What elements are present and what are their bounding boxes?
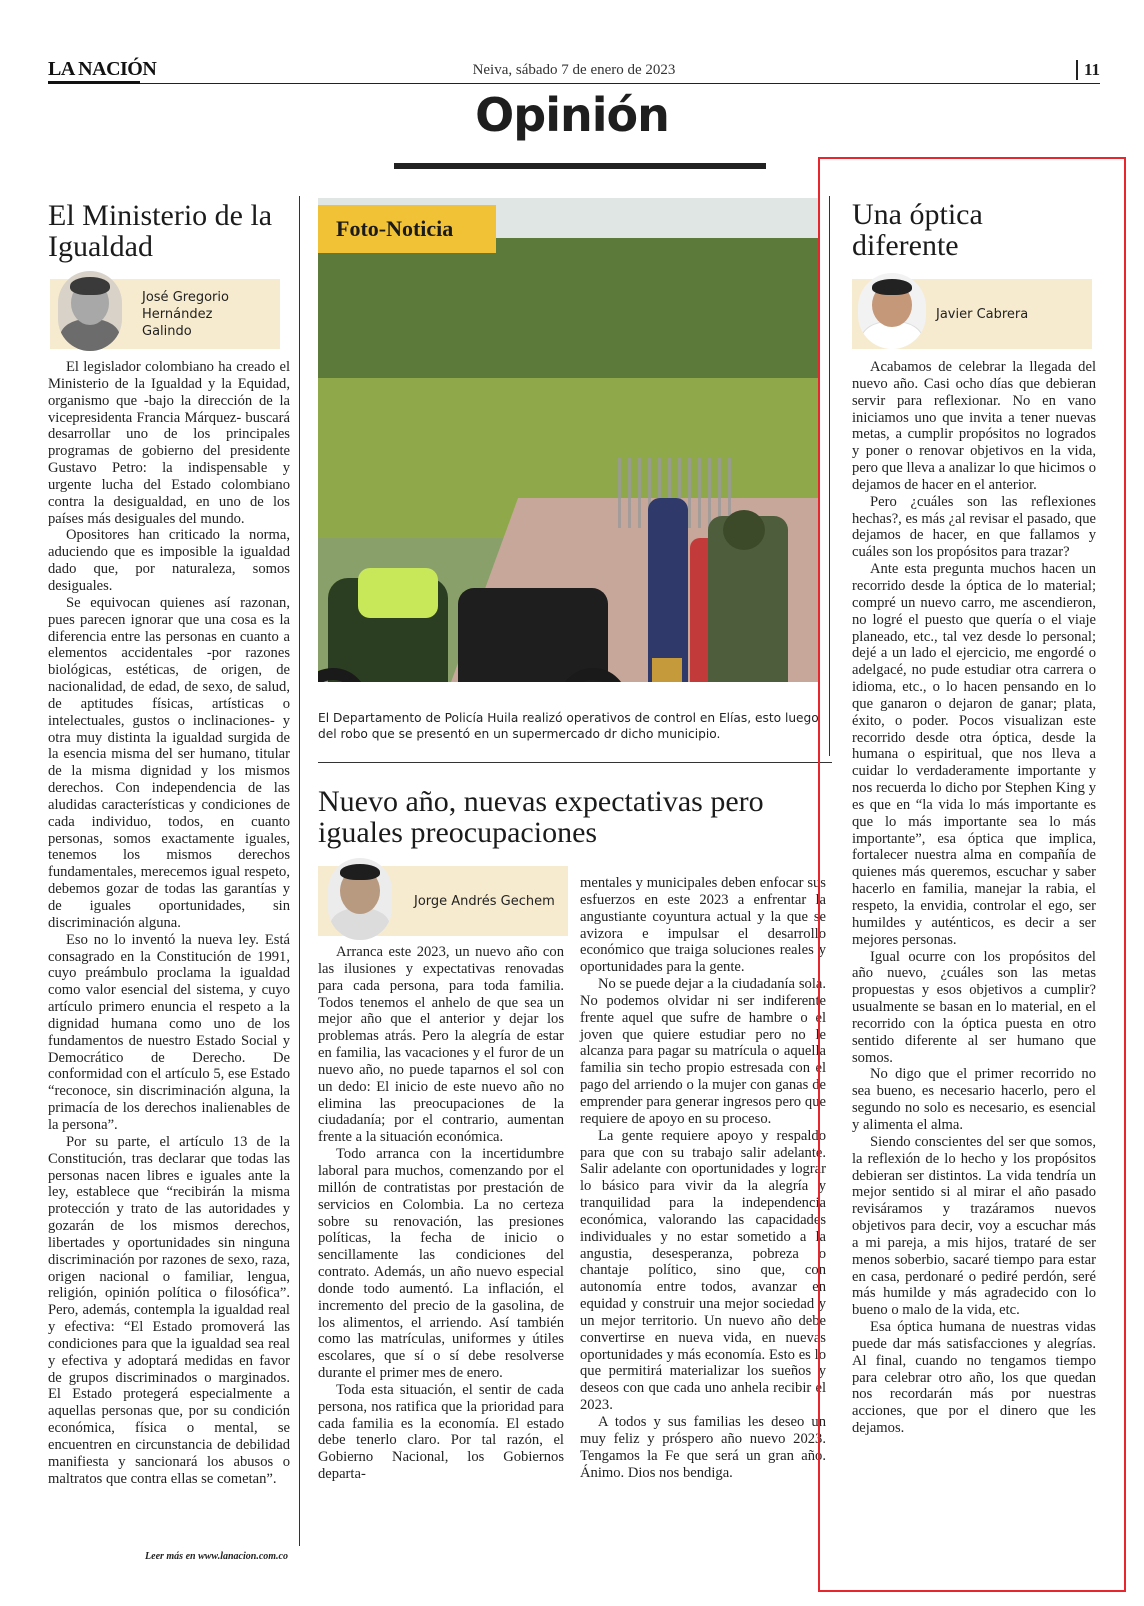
paragraph: La gente requiere apoyo y respaldo para que con su trabajo salir adelante. Salir adelante con oportunidades y lograr lo básico para vivir da la alegría y tranquilidad para la independencia económica, valorando las capacidades individuales y no estar sometido a la angustia, desesperanza, pobreza o chantaje político, sino que, con autonomía entre todos, avanzar en equidad y construir una mejor sociedad y un mejor territorio. Un nuevo año debe convertirse en nueva vida, en nuevas oportunidades y más economía. Esto es lo que permitirá materializar los sueños y deseos con que cada uno anhela recibir el 2023.: [580, 1127, 826, 1414]
right-article-headline: Una óptica diferente: [852, 198, 983, 262]
paragraph: Pero ¿cuáles son las reflexiones hechas?, es más ¿al revisar el pasado, que dejamos de hacer, en que fallamos y cuáles son los propósitos para trazar?: [852, 493, 1096, 561]
highlight-frame: [818, 157, 1126, 1592]
read-more-link[interactable]: Leer más en www.lanacion.com.co: [145, 1551, 288, 1562]
paragraph: A todos y sus familias les deseo un muy feliz y próspero año nuevo 2023. Tengamos la Fe que será un gran año. Ánimo. Dios nos bendiga.: [580, 1414, 826, 1481]
center-article-headline: Nuevo año, nuevas expectativas pero iguales preocupaciones: [318, 785, 764, 849]
center-author-name: Jorge Andrés Gechem: [414, 894, 555, 909]
left-article-body: [48, 359, 290, 1488]
paragraph: Igual ocurre con los propósitos del año nuevo, ¿cuáles son las metas propuestas y esos objetivos a cumplir? usualmente se basan en lo material, en el recorrido con la óptica puesta en otro sentido diferente al ser humano que somos.: [852, 948, 1096, 1066]
right-author-name: Javier Cabrera: [936, 307, 1029, 322]
paragraph: No digo que el primer recorrido no sea bueno, es necesario hacerlo, pero el segundo no solo es necesario, es esencial y alimenta el alma.: [852, 1066, 1096, 1133]
paragraph: Toda esta situación, el sentir de cada persona, nos ratifica que la prioridad para cada familia es la economía. El estado debe tenerlo claro. Por tal razón, el Gobierno Nacional, los Gobiernos departa-: [318, 1381, 564, 1483]
paragraph: Todo arranca con la incertidumbre laboral para muchos, comenzando por el millón de contratistas por prestación de servicios en Colombia. La no certeza sobre su renovación, las presiones políticas, la fecha de inicio o sencillamente las condiciones del contrato. Además, un año nuevo especial donde todo aumentó. La inflación, el incremento del precio de la gasolina, de los alimentos, el arriendo. Así también como las matrículas, uniformes y útiles escolares, que sí o sí debe resolverse durante el primer mes de enero.: [318, 1146, 564, 1382]
author-avatar: [328, 858, 392, 940]
author-avatar: [58, 271, 122, 351]
dateline: Neiva, sábado 7 de enero de 2023: [472, 62, 676, 78]
paragraph: Acabamos de celebrar la llegada del nuevo año. Casi ocho días que debieran servir para reflexionar. No en vano iniciamos uno que invita a tener nuevas metas, a cumplir propósitos no logrados y poner o renovar objetivos en la vida, pero que lleva a analizar lo que hicimos o dejamos de hacer en el anterior.: [852, 359, 1096, 493]
paragraph: Se equivocan quienes así razonan, pues parecen ignorar que una cosa es la diferencia entre las personas en cuanto a elementos accidentales -por razones biológicas, estéticas, de origen, de nacionalidad, de edad, de sexo, de salud, de aptitudes físicas, artísticas o intelectuales, gustos o inclinaciones- y otra muy distinta la igualdad surgida de la esencia misma del ser humano, titular de la misma dignidad y los mismos derechos. Con independencia de las aludidas características y condiciones de cada individuo, todos, en cuanto personas, somos exactamente iguales, tenemos los mismos derechos fundamentales, merecemos igual respeto, debemos gozar de todas las garantías y de iguales oportunidades, sin discriminación alguna.: [48, 594, 290, 931]
paragraph: No se puede dejar a la ciudadanía sola. No podemos olvidar ni ser indiferente frente aquel que sufre de hambre o el joven que quiere estudiar pero no le alcanza para pagar su matrícula o aquella familia sin techo propio estresada con el pago del arriendo o la mujer con ganas de emprender para generar ingresos pero que requiere de apoyo en su proceso.: [580, 976, 826, 1127]
left-author-box: [50, 279, 280, 349]
paragraph: Ante esta pregunta muchos hacen un recorrido desde la óptica de lo material; compré un nuevo carro, me ascendieron, no logré el puesto que quería o el viaje planeado, etc., tal vez desde lo personal; dejé a un lado el ejercicio, me engordé o adelgacé, no pude estudiar otra carrera o idioma, etc., o lo hacen pensando en lo que ganaron o dejaron de ganar; plata, éxito, o poder. Pocos visualizan este recorrido desde otra óptica, desde la humana o espiritual, que nos lleva a cuidar lo verdaderamente importante y nos recuerda lo dicho por Stephen King y es que en “la vida lo más importante es que lo más importante sea lo más importante”, esa óptica que implica, fortalecer nuestra alma en compañía de quienes más queremos, escuchar y saber hacerlo en familia, manejar la rabia, el respeto, la envidia, controlar el ego, ser humildes y auténticos, es decir a ser mejores personas.: [852, 561, 1096, 948]
paragraph: Opositores han criticado la norma, aduciendo que es imposible la igualdad dado que, por naturaleza, somos desiguales.: [48, 527, 290, 594]
masthead: [48, 58, 1100, 84]
paragraph: Siendo conscientes del ser que somos, la reflexión de lo hecho y los propósitos debieran ser distintos. La vida tendría un mejor sentido si al mirar el año pasado revisáramos y trazáramos nuevos objetivos para decir, voy a escuchar más a mi pareja, a mis hijos, trataré de ser menos soberbio, sacaré tiempo para estar en casa, perdonaré o pediré perdón, seré más humilde y más agradecido con lo bueno o malo de la vida, etc.: [852, 1133, 1096, 1319]
photo-caption: El Departamento de Policía Huila realizó operativos de control en Elías, esto luego del robo que se presentó en un supermercado dr dicho municipio.: [318, 711, 819, 741]
paragraph: Por su parte, el artículo 13 de la Constitución, tras declarar que todas las personas nacen libres e iguales ante la ley, establece que “recibirán la misma protección y trato de las autoridades y gozarán de los mismos derechos, libertades y oportunidades sin ninguna discriminación por razones de sexo, raza, origen nacional o familiar, lengua, religión, opinión política o filosófica”. Pero, además, contempla la igualdad real y efectiva: “El Estado promoverá las condiciones para que la igualdad sea real y efectiva y adoptará medidas en favor de grupos discriminados o marginados. El Estado protegerá especialmente a aquellas personas que, por su condición económica, física o mental, se encuentren en circunstancia de debilidad manifiesta y sancionará los abusos o maltratos que contra ellas se cometan”.: [48, 1133, 290, 1487]
photo-news-tag: Foto-Noticia: [318, 205, 496, 253]
newspaper-logo: LA NACIÓN: [48, 58, 157, 80]
paragraph: Esa óptica humana de nuestras vidas puede dar más satisfacciones y alegrías. Al final, cuando no tengamos tiempo para celebrar otro año, los que quedan nos recordarán más por nuestras acciones, que por el dinero que les dejamos.: [852, 1319, 1096, 1437]
paragraph: El legislador colombiano ha creado el Ministerio de la Igualdad y la Equidad, organismo que -bajo la dirección de la vicepresidenta Francia Márquez- buscará desarrollar uno de los principales programas de gobierno del presidente Gustavo Petro: la indispensable y urgente lucha del Estado colombiano contra la desigualdad, en uno de los países más desiguales del mundo.: [48, 359, 290, 527]
section-title: Opinión: [475, 88, 669, 142]
news-photo: [318, 198, 820, 682]
page-number: 11: [1076, 60, 1100, 80]
paragraph: mentales y municipales deben enfocar sus esfuerzos en este 2023 a enfrentar la angustiante coyuntura actual y la que se avizora e impulsar el desarrollo económico que traiga soluciones reales y oportunidades para la gente.: [580, 875, 826, 976]
section-title-rule: [394, 163, 766, 169]
photo-caption-rule: [318, 762, 832, 763]
column-divider-left: [299, 196, 300, 1546]
left-author-name: José Gregorio Hernández Galindo: [142, 290, 229, 339]
center-author-box: [318, 866, 568, 936]
logo-underline: [48, 81, 140, 84]
left-article-headline: El Ministerio de la Igualdad: [48, 199, 273, 263]
paragraph: Arranca este 2023, un nuevo año con las ilusiones y expectativas renovadas para cada persona, para toda familia. Todos tenemos el anhelo de que sea un mejor año que el anterior y dejar los problemas atrás. Pero la alegría de estar en familia, las vacaciones y el furor de un nuevo año, no puede taparnos el sol con un dedo: El inicio de este nuevo año no elimina las preocupaciones de la ciudadanía; por el contrario, aumentan frente a la situación económica.: [318, 944, 564, 1146]
paragraph: Eso no lo inventó la nueva ley. Está consagrado en la Constitución de 1991, cuyo preámbulo proclama la igualdad como valor esencial del sistema, y cuyo artículo primero enuncia el respeto a la dignidad humana como uno de los fundamentos de nuestro Estado Social y Democrático de Derecho. De conformidad con el artículo 5, ese Estado “reconoce, sin discriminación alguna, la primacía de los derechos inalienables de la persona”.: [48, 931, 290, 1133]
center-article-col2: [580, 875, 826, 1481]
center-article-col1: [318, 944, 564, 1483]
